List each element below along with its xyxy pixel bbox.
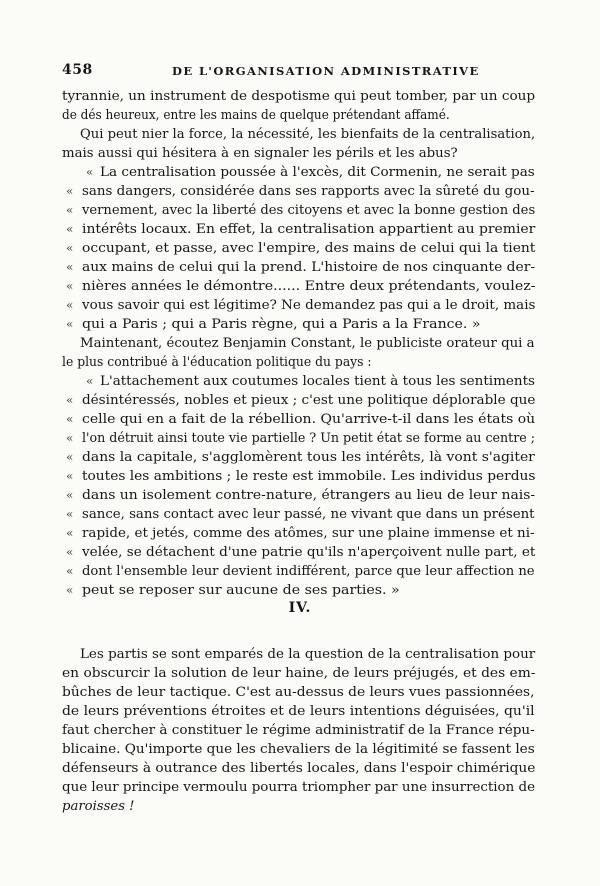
quote-line: dans la capitale, s'agglomèrent tous les intérêts, là vont s'agiter — [82, 450, 535, 465]
quote-mark: « — [66, 317, 74, 331]
quote-line: l'on détruit ainsi toute vie partielle ? Un petit état se forme au centre ; — [82, 431, 536, 446]
quote-mark: « — [86, 165, 94, 179]
quote-line: celle qui en a fait de la rébellion. Qu'arrive-t-il dans les états où — [82, 412, 536, 427]
page-header — [62, 62, 534, 82]
quote-mark: « — [66, 241, 74, 255]
quote-line: sance, sans contact avec leur passé, ne vivant que dans un présent — [82, 507, 535, 522]
quote-line: désintéressés, nobles et pieux ; c'est une politique déplorable que — [82, 393, 536, 408]
text-line: Maintenant, écoutez Benjamin Constant, le publiciste orateur qui a — [80, 336, 535, 351]
quote-mark: « — [66, 583, 74, 597]
quote-line: vous savoir qui est légitime? Ne demandez pas qui a le droit, mais — [82, 298, 536, 313]
quote-line: toutes les ambitions ; le reste est immobile. Les individus perdus — [82, 469, 536, 484]
quote-mark: « — [66, 222, 74, 236]
text-line: faut chercher à constituer le régime administratif de la France répu- — [62, 723, 535, 738]
text-line: de leurs préventions étroites et de leurs intentions déguisées, qu'il — [62, 704, 535, 719]
text-line: Qui peut nier la force, la nécessité, les bienfaits de la centralisation, — [80, 127, 536, 142]
quote-line: sans dangers, considérée dans ses rapports avec la sûreté du gou- — [82, 184, 535, 199]
quote-mark: « — [66, 545, 74, 559]
text-line: mais aussi qui hésitera à en signaler les périls et les abus? — [62, 146, 458, 161]
quote-mark: « — [66, 260, 74, 274]
quote-mark: « — [66, 393, 74, 407]
quote-line: dont l'ensemble leur devient indifférent, parce que leur affection ne — [82, 564, 535, 579]
quote-mark: « — [66, 507, 74, 521]
quote-line: L'attachement aux coutumes locales tient à tous les sentiments — [100, 374, 535, 389]
quote-mark: « — [66, 279, 74, 293]
quote-line: La centralisation poussée à l'excès, dit Cormenin, ne serait pas — [100, 165, 535, 180]
quote-line: occupant, et passe, avec l'empire, des mains de celui qui la tient — [82, 241, 536, 256]
text-line: Les partis se sont emparés de la question de la centralisation pour — [80, 647, 536, 662]
quote-mark: « — [66, 469, 74, 483]
quote-line: qui a Paris ; qui a Paris règne, qui a Paris a la France. » — [82, 317, 481, 332]
quote-line: nières années le démontre...... Entre deux prétendants, voulez- — [82, 279, 536, 294]
quote-line: aux mains de celui qui la prend. L'histoire de nos cinquante der- — [82, 260, 536, 275]
quote-line: vernement, avec la liberté des citoyens et avec la bonne gestion des — [82, 203, 536, 218]
quote-mark: « — [66, 298, 74, 312]
text-line: bûches de leur tactique. C'est au-dessus de leurs vues passionnées, — [62, 685, 535, 700]
quote-mark: « — [66, 184, 74, 198]
text-line: tyrannie, un instrument de despotisme qui peut tomber, par un coup — [62, 89, 536, 104]
quote-mark: « — [66, 412, 74, 426]
text-line: défenseurs à outrance des libertés locales, dans l'espoir chimérique — [62, 761, 536, 776]
text-line: blicaine. Qu'importe que les chevaliers de la légitimité se fassent les — [62, 742, 535, 757]
page-number: 458 — [62, 62, 93, 78]
quote-mark: « — [86, 374, 94, 388]
quote-line: peut se reposer sur aucune de ses parties. » — [82, 583, 400, 598]
quote-line: rapide, et jetés, comme des atômes, sur une plaine immense et ni- — [82, 526, 535, 541]
text-line: de dés heureux, entre les mains de quelque prétendant affamé. — [62, 108, 450, 123]
quote-mark: « — [66, 203, 74, 217]
text-line: que leur principe vermoulu pourra triompher par une insurrection de — [62, 780, 535, 795]
section-heading: IV. — [288, 600, 312, 616]
quote-line: velée, se détachent d'une patrie qu'ils n'aperçoivent nulle part, et — [82, 545, 536, 560]
quote-mark: « — [66, 526, 74, 540]
quote-mark: « — [66, 488, 74, 502]
quote-mark: « — [66, 431, 74, 445]
text-line: le plus contribué à l'éducation politique du pays : — [62, 355, 372, 370]
quote-mark: « — [66, 450, 74, 464]
text-line: paroisses ! — [62, 799, 135, 814]
quote-line: intérêts locaux. En effet, la centralisation appartient au premier — [82, 222, 536, 237]
text-line: en obscurcir la solution de leur haine, de leurs préjugés, et des em- — [62, 666, 536, 681]
running-head: DE L'ORGANISATION ADMINISTRATIVE — [172, 64, 480, 78]
quote-line: dans un isolement contre-nature, étrangers au lieu de leur nais- — [82, 488, 536, 503]
quote-mark: « — [66, 564, 74, 578]
